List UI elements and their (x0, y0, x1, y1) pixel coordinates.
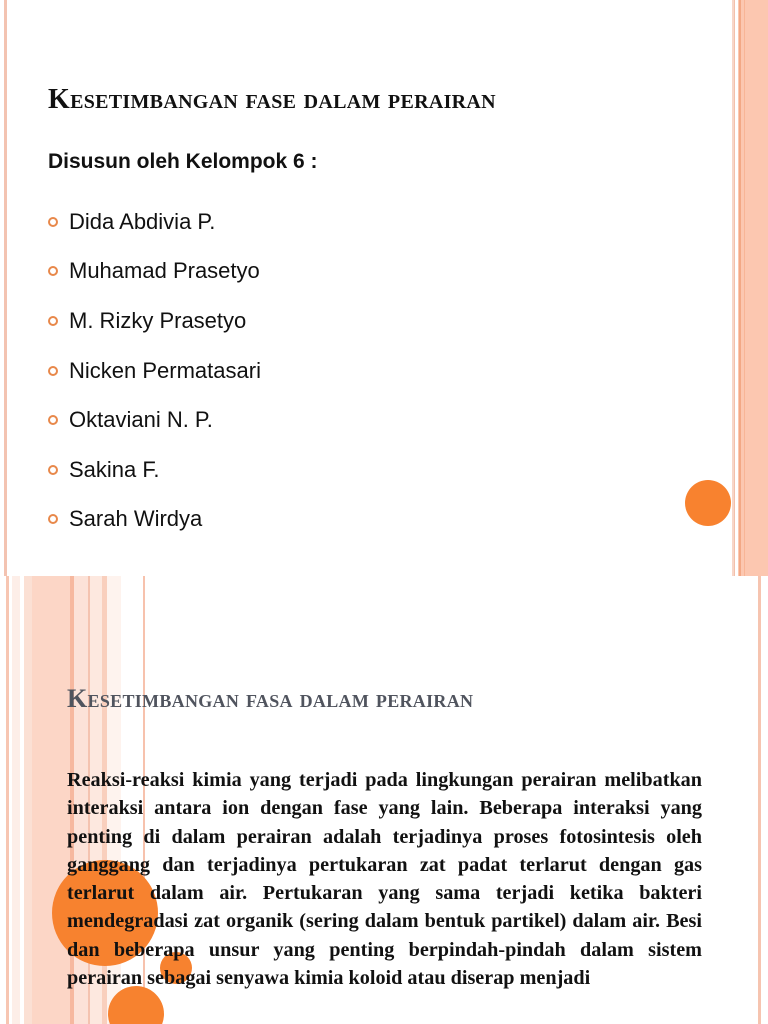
member-list (48, 197, 261, 544)
list-item (48, 445, 261, 495)
circle-bullet-icon (48, 366, 58, 376)
circle-bullet-icon (48, 514, 58, 524)
member-name: Nicken Permatasari (69, 357, 261, 383)
right-border-line (758, 576, 761, 1024)
slide-2 (0, 576, 768, 1024)
member-name: Sarah Wirdya (69, 506, 203, 532)
member-name: Muhamad Prasetyo (69, 258, 260, 284)
member-name: Dida Abdivia P. (69, 208, 216, 234)
orange-circle-decoration (685, 480, 731, 526)
list-item (48, 495, 261, 545)
list-item (48, 346, 261, 396)
circle-bullet-icon (48, 217, 58, 227)
circle-bullet-icon (48, 316, 58, 326)
list-item (48, 197, 261, 247)
circle-bullet-icon (48, 465, 58, 475)
authors-heading: Disusun oleh Kelompok 6 : (48, 150, 318, 173)
slide-title: Kesetimbangan fasa dalam perairan (67, 684, 474, 713)
circle-bullet-icon (48, 266, 58, 276)
list-item (48, 296, 261, 346)
member-name: Sakina F. (69, 456, 160, 482)
list-item (48, 395, 261, 445)
body-paragraph: Reaksi-reaksi kimia yang terjadi pada lingkungan perairan melibatkan interaksi antara ion dengan fase yang lain. Beberapa interaksi yang penting di dalam perairan adalah terjadinya proses fotosintesis oleh ganggang dan terjadinya pertukaran zat padat terlarut dengan gas terlarut dalam air. Pertukaran yang sama terjadi ketika bakteri mendegradasi zat organik (sering dalam bentuk partikel) dalam air. Besi dan beberapa unsur yang penting berpindah-pindah dalam sistem perairan sebagai senyawa kimia koloid atau diserap menjadi (67, 769, 702, 990)
left-border-line (4, 0, 7, 576)
member-name: Oktaviani N. P. (69, 407, 213, 433)
member-name: M. Rizky Prasetyo (69, 307, 247, 333)
slide-title: Kesetimbangan fase dalam perairan (48, 84, 496, 115)
circle-bullet-icon (48, 415, 58, 425)
list-item (48, 247, 261, 297)
right-stripe-decoration (732, 0, 768, 576)
